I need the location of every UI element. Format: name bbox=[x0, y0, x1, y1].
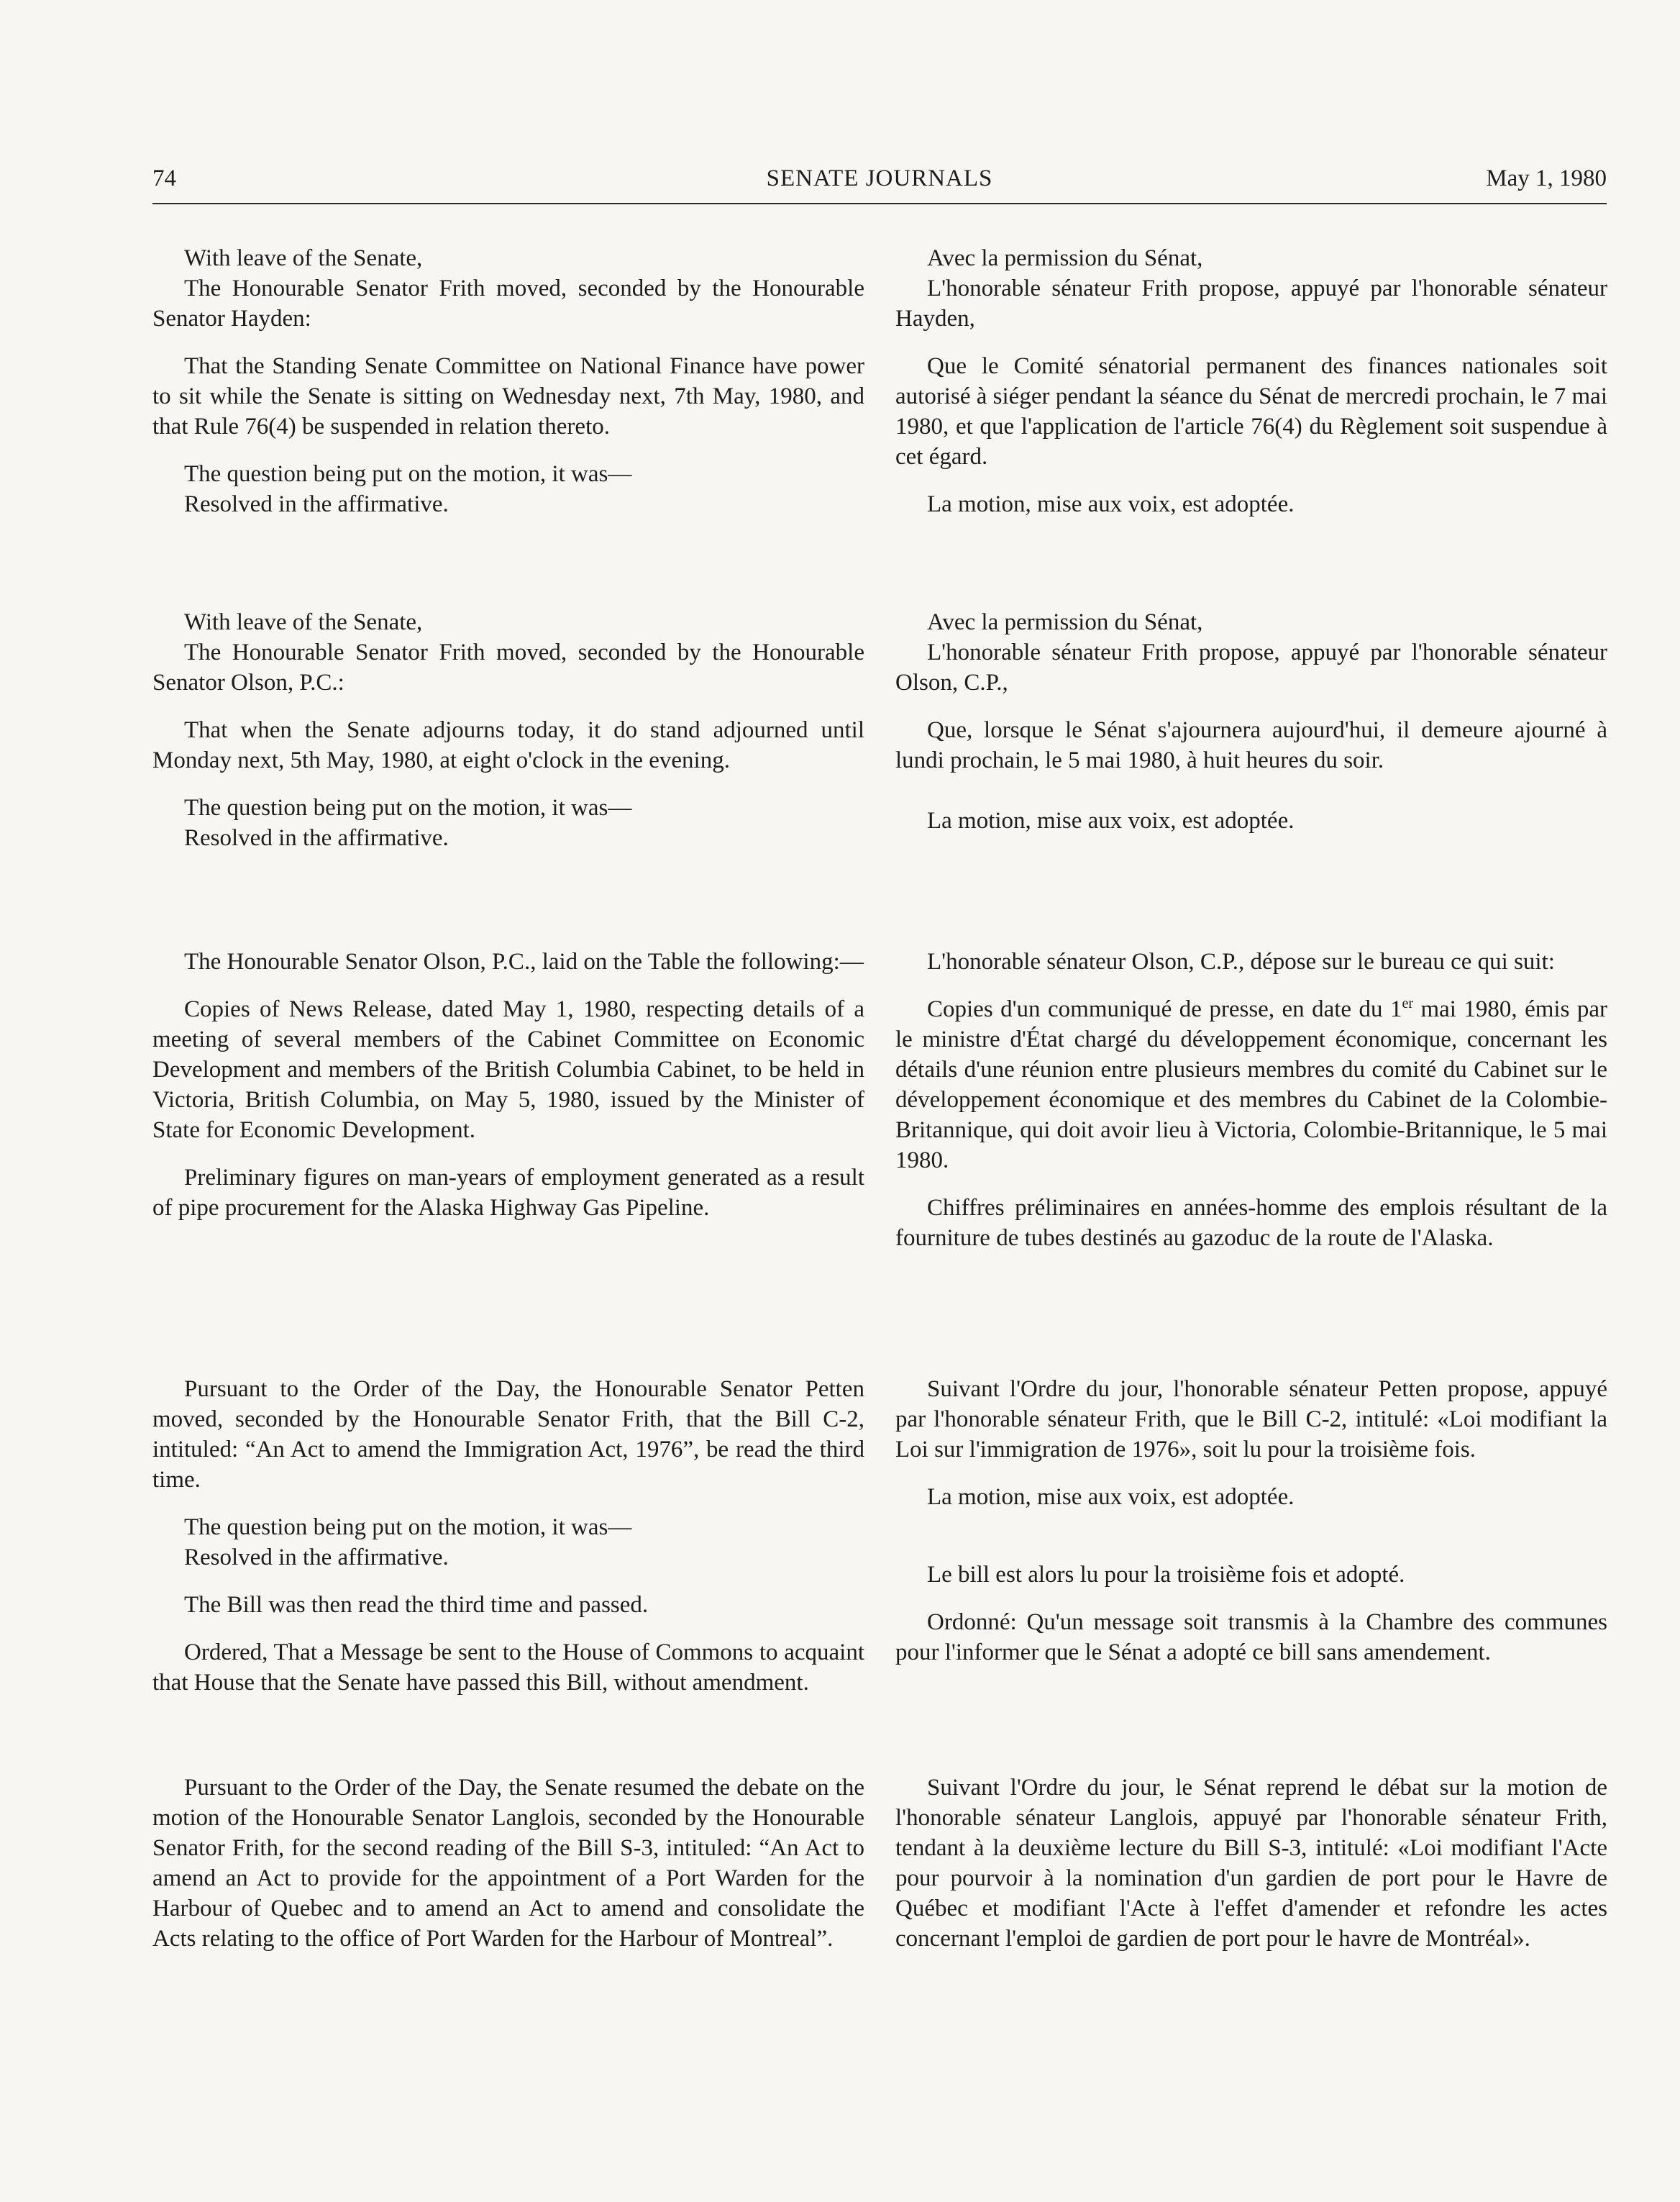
fr-leave-text: Avec la permission du Sénat, bbox=[927, 609, 1203, 635]
journal-title: SENATE JOURNALS bbox=[766, 165, 993, 191]
fr-item-adjournment bbox=[895, 607, 1607, 836]
en-ordered-text: Ordered, That a Message be sent to the House of Commons to acquaint that House that the Senate have passed this Bill, without amendment. bbox=[152, 1639, 864, 1696]
fr-adopted-text: La motion, mise aux voix, est adoptée. bbox=[927, 1484, 1295, 1510]
en-order-text: Pursuant to the Order of the Day, the Honourable Senator Petten moved, seconded by the Honourable Senator Frith, that the Bill C-2, intituled: “An Act to amend the Immigration Act, 1976”, be read the third time. bbox=[152, 1376, 864, 1493]
fr-motion-text: Que, lorsque le Sénat s'ajournera aujourd'hui, il demeure ajourné à lundi prochain, le 5 mai 1980, à huit heures du soir. bbox=[895, 717, 1607, 773]
en-resolved-text: Resolved in the affirmative. bbox=[184, 491, 449, 517]
fr-item-tabled-documents bbox=[895, 947, 1607, 1253]
en-prelim-text: Preliminary figures on man-years of employment generated as a result of pipe procurement for the Alaska Highway Gas Pipeline. bbox=[152, 1165, 864, 1221]
en-passed-text: The Bill was then read the third time and passed. bbox=[184, 1592, 649, 1618]
en-laid-text: The Honourable Senator Olson, P.C., laid on the Table the following:— bbox=[184, 949, 864, 975]
en-resolved-text: Resolved in the affirmative. bbox=[184, 1544, 449, 1570]
en-moved-text: The Honourable Senator Frith moved, seconded by the Honourable Senator Hayden: bbox=[152, 276, 864, 332]
en-item-adjournment bbox=[152, 607, 864, 853]
fr-item-bill-s3 bbox=[895, 1773, 1607, 1954]
en-resolved-text: Resolved in the affirmative. bbox=[184, 825, 449, 851]
page-header bbox=[152, 165, 1607, 204]
en-leave-text: With leave of the Senate, bbox=[184, 245, 423, 271]
en-question-text: The question being put on the motion, it was— bbox=[184, 1514, 632, 1540]
fr-prelim-text: Chiffres préliminaires en années-homme des emplois résultant de la fourniture de tubes destinés au gazoduc de la route de l'Alaska. bbox=[895, 1195, 1607, 1251]
fr-copies-text: Copies d'un communiqué de presse, en date du 1er mai 1980, émis par le ministre d'État chargé du développement économique, concernant les détails d'une réunion entre plusieurs membres du comité du Cabinet sur le développement économique et des membres du Cabinet de la Colombie-Britannique, qui doit avoir lieu à Victoria, Colombie-Britannique, le 5 mai 1980. bbox=[895, 996, 1607, 1173]
en-item-bill-c2 bbox=[152, 1374, 864, 1698]
en-item-finance-committee bbox=[152, 243, 864, 519]
fr-item-bill-c2 bbox=[895, 1374, 1607, 1668]
en-question-text: The question being put on the motion, it was— bbox=[184, 461, 632, 487]
en-leave-text: With leave of the Senate, bbox=[184, 609, 423, 635]
fr-order-text: Suivant l'Ordre du jour, le Sénat reprend le débat sur la motion de l'honorable sénateur Langlois, appuyé par l'honorable sénateur Frith, tendant à la deuxième lecture du Bill S-3, intitulé: «Loi modifiant l'Acte pour pourvoir à la nomination d'un gardien de port pour le Havre de Québec et modifiant l'Acte à l'effet d'amender et refondre les actes concernant l'emploi de gardien de port pour le havre de Montréal». bbox=[895, 1775, 1607, 1952]
en-order-text: Pursuant to the Order of the Day, the Senate resumed the debate on the motion of the Honourable Senator Langlois, seconded by the Honourable Senator Frith, for the second reading of the Bill S-3, intituled: “An Act to amend an Act to provide for the appointment of a Port Warden for the Harbour of Quebec and to amend an Act to amend and consolidate the Acts relating to the office of Port Warden for the Harbour of Montreal”. bbox=[152, 1775, 864, 1952]
fr-moved-text: L'honorable sénateur Frith propose, appuyé par l'honorable sénateur Hayden, bbox=[895, 276, 1607, 332]
fr-laid-text: L'honorable sénateur Olson, C.P., dépose sur le bureau ce qui suit: bbox=[927, 949, 1555, 975]
en-question-text: The question being put on the motion, it was— bbox=[184, 795, 632, 821]
en-motion-text: That when the Senate adjourns today, it do stand adjourned until Monday next, 5th May, 1980, at eight o'clock in the evening. bbox=[152, 717, 864, 773]
en-moved-text: The Honourable Senator Frith moved, seconded by the Honourable Senator Olson, P.C.: bbox=[152, 640, 864, 696]
journal-date: May 1, 1980 bbox=[1486, 165, 1607, 191]
fr-adopted-text: La motion, mise aux voix, est adoptée. bbox=[927, 491, 1295, 517]
fr-leave-text: Avec la permission du Sénat, bbox=[927, 245, 1203, 271]
en-item-tabled-documents bbox=[152, 947, 864, 1223]
fr-order-text: Suivant l'Ordre du jour, l'honorable sénateur Petten propose, appuyé par l'honorable sénateur Frith, que le Bill C-2, intitulé: «Loi modifiant la Loi sur l'immigration de 1976», soit lu pour la troisième fois. bbox=[895, 1376, 1607, 1462]
fr-moved-text: L'honorable sénateur Frith propose, appuyé par l'honorable sénateur Olson, C.P., bbox=[895, 640, 1607, 696]
en-copies-text: Copies of News Release, dated May 1, 1980, respecting details of a meeting of several members of the Cabinet Committee on Economic Development and members of the British Columbia Cabinet, to be held in Victoria, British Columbia, on May 5, 1980, issued by the Minister of State for Economic Development. bbox=[152, 996, 864, 1143]
fr-adopted-text: La motion, mise aux voix, est adoptée. bbox=[927, 808, 1295, 834]
en-motion-text: That the Standing Senate Committee on National Finance have power to sit while the Senate is sitting on Wednesday next, 7th May, 1980, and that Rule 76(4) be suspended in relation thereto. bbox=[152, 353, 864, 440]
fr-passed-text: Le bill est alors lu pour la troisième fois et adopté. bbox=[927, 1562, 1405, 1588]
fr-item-finance-committee bbox=[895, 243, 1607, 519]
fr-ordered-text: Ordonné: Qu'un message soit transmis à la Chambre des communes pour l'informer que le Sénat a adopté ce bill sans amendement. bbox=[895, 1609, 1607, 1665]
en-item-bill-s3 bbox=[152, 1773, 864, 1954]
page-number: 74 bbox=[152, 165, 176, 191]
fr-motion-text: Que le Comité sénatorial permanent des finances nationales soit autorisé à siéger pendant la séance du Sénat de mercredi prochain, le 7 mai 1980, et que l'application de l'article 76(4) du Règlement soit suspendue à cet égard. bbox=[895, 353, 1607, 470]
